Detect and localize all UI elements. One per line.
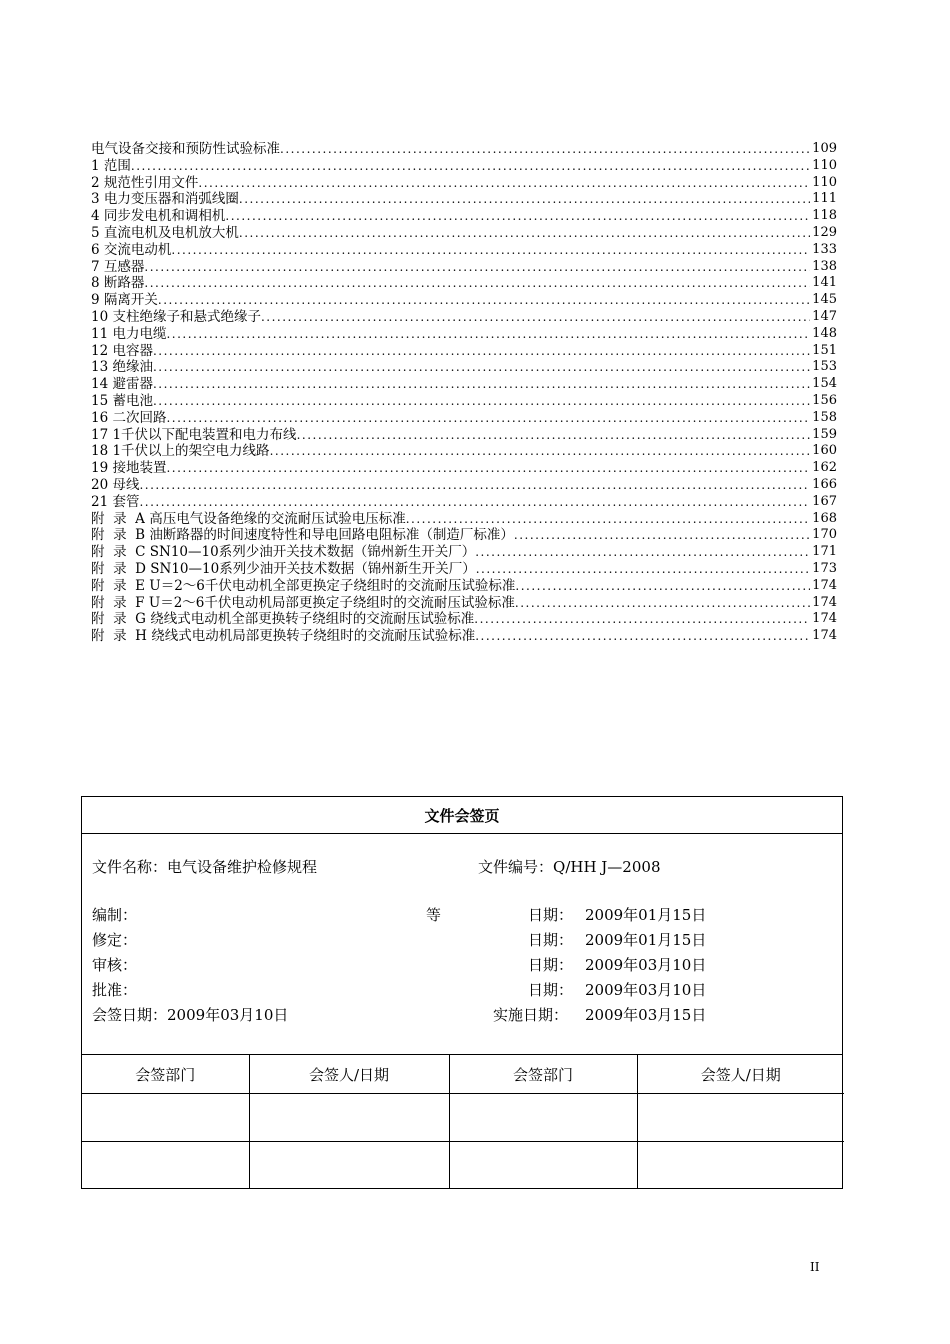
toc-dot-leader: [225, 208, 810, 225]
toc-entry[interactable]: [91, 578, 837, 595]
toc-entry-title: 20 母线: [91, 476, 140, 493]
toc-entry-title: 附 录 E U＝2～6千伏电动机全部更换定子绕组时的交流耐压试验标准: [91, 577, 516, 594]
revise-label: 修定：: [92, 931, 138, 949]
compile-date-label: 日期：: [528, 906, 574, 924]
sign-dept-header: 会签部门: [449, 1055, 637, 1094]
toc-dot-leader: [166, 326, 810, 343]
approve-label: 批准：: [92, 981, 138, 999]
doc-no-value: Q/HH J—2008: [553, 858, 661, 876]
sign-cell[interactable]: [82, 1142, 249, 1190]
toc-entry-title: 4 同步发电机和调相机: [91, 208, 226, 225]
toc-entry[interactable]: [91, 242, 837, 259]
toc-entry[interactable]: [91, 208, 837, 225]
toc-entry[interactable]: [91, 477, 837, 494]
toc-entry[interactable]: [91, 343, 837, 360]
sign-off-form: [81, 796, 843, 1189]
form-title: 文件会签页: [82, 797, 842, 834]
doc-no-label: 文件编号：: [478, 858, 554, 876]
toc-entry-page: 173: [812, 560, 837, 576]
toc-entry-page: 118: [812, 208, 837, 224]
toc-entry-page: 158: [812, 409, 837, 425]
toc-entry[interactable]: [91, 443, 837, 460]
toc-dot-leader: [514, 527, 810, 544]
form-info-area: [82, 834, 842, 1055]
toc-dot-leader: [270, 443, 811, 460]
compile-extra: 等: [426, 906, 442, 924]
sign-table: [82, 1055, 844, 1189]
sign-date-label: 会签日期：: [92, 1006, 168, 1024]
toc-entry[interactable]: [91, 561, 837, 578]
revise-date: 2009年01月15日: [585, 931, 707, 949]
toc-entry-page: 148: [812, 325, 837, 341]
toc-dot-leader: [153, 359, 810, 376]
toc-entry[interactable]: [91, 326, 837, 343]
sign-cell[interactable]: [249, 1142, 449, 1190]
toc-entry[interactable]: [91, 175, 837, 192]
toc-entry-title: 12 电容器: [91, 342, 153, 359]
sign-table-header-row: [82, 1055, 844, 1094]
toc-entry-title: 15 蓄电池: [91, 392, 153, 409]
toc-dot-leader: [171, 242, 810, 259]
toc-entry-page: 171: [812, 544, 837, 560]
toc-entry[interactable]: [91, 141, 837, 158]
toc-entry-title: 附 录 G 绕线式电动机全部更换转子绕组时的交流耐压试验标准: [91, 611, 475, 628]
toc-entry[interactable]: [91, 158, 837, 175]
toc-entry[interactable]: [91, 191, 837, 208]
toc-entry-page: 147: [812, 308, 837, 324]
toc-entry-page: 168: [812, 510, 837, 526]
toc-dot-leader: [239, 191, 810, 208]
signer-date-header: 会签人/日期: [637, 1055, 844, 1094]
toc-entry-title: 18 1千伏以上的架空电力线路: [91, 443, 270, 460]
signer-date-header: 会签人/日期: [249, 1055, 449, 1094]
toc-dot-leader: [297, 427, 811, 444]
sign-date-row: [92, 1004, 288, 1025]
impl-date: 2009年03月15日: [585, 1006, 707, 1024]
toc-entry-page: 138: [812, 258, 837, 274]
review-label: 审核：: [92, 956, 138, 974]
toc-entry-page: 170: [812, 527, 837, 543]
toc-dot-leader: [475, 544, 810, 561]
toc-entry-page: 133: [812, 241, 837, 257]
toc-entry-title: 14 避雷器: [91, 376, 153, 393]
toc-dot-leader: [406, 511, 810, 528]
sign-table-row: [82, 1142, 844, 1190]
sign-cell[interactable]: [637, 1094, 844, 1142]
toc-entry-page: 166: [812, 476, 837, 492]
toc-entry[interactable]: [91, 359, 837, 376]
toc-entry-title: 1 范围: [91, 157, 131, 174]
doc-name-value: 电气设备维护检修规程: [167, 858, 318, 876]
sign-cell[interactable]: [637, 1142, 844, 1190]
sign-cell[interactable]: [449, 1142, 637, 1190]
toc-entry-title: 9 隔离开关: [91, 292, 158, 309]
toc-entry-title: 3 电力变压器和消弧线圈: [91, 191, 239, 208]
toc-dot-leader: [144, 275, 810, 292]
toc-entry-page: 156: [812, 392, 837, 408]
toc-entry-page: 145: [812, 292, 837, 308]
toc-dot-leader: [166, 460, 810, 477]
toc-entry-page: 141: [812, 275, 837, 291]
toc-dot-leader: [153, 376, 810, 393]
sign-date-value: 2009年03月10日: [167, 1006, 289, 1024]
toc-entry-title: 电气设备交接和预防性试验标准: [91, 141, 280, 157]
toc-dot-leader: [280, 141, 810, 158]
page-number: II: [810, 1260, 820, 1274]
sign-table-row: [82, 1094, 844, 1142]
toc-entry[interactable]: [91, 611, 837, 628]
toc-entry-title: 21 套管: [91, 493, 140, 510]
toc-entry-title: 13 绝缘油: [91, 359, 153, 376]
review-date-label: 日期：: [528, 956, 574, 974]
toc-dot-leader: [515, 595, 810, 612]
toc-entry-title: 7 互感器: [91, 258, 145, 275]
sign-dept-header: 会签部门: [82, 1055, 249, 1094]
compile-date: 2009年01月15日: [585, 906, 707, 924]
toc-entry[interactable]: [91, 309, 837, 326]
toc-entry-page: 174: [812, 594, 837, 610]
toc-entry[interactable]: [91, 393, 837, 410]
toc-entry-title: 附 录 F U＝2～6千伏电动机局部更换定子绕组时的交流耐压试验标准: [91, 594, 515, 611]
toc-entry[interactable]: [91, 275, 837, 292]
toc-dot-leader: [198, 175, 810, 192]
toc-entry-page: 111: [812, 191, 837, 207]
sign-cell[interactable]: [449, 1094, 637, 1142]
toc-entry-page: 151: [812, 342, 837, 358]
toc-entry-title: 附 录 H 绕线式电动机局部更换转子绕组时的交流耐压试验标准: [91, 628, 476, 645]
toc-entry[interactable]: [91, 225, 837, 242]
toc-entry[interactable]: [91, 494, 837, 511]
toc-entry-title: 6 交流电动机: [91, 241, 172, 258]
sign-cell[interactable]: [82, 1094, 249, 1142]
toc-dot-leader: [139, 494, 810, 511]
toc-entry-title: 17 1千伏以下配电装置和电力布线: [91, 426, 297, 443]
toc-dot-leader: [475, 628, 810, 645]
toc-dot-leader: [153, 343, 810, 360]
toc-entry-page: 162: [812, 460, 837, 476]
toc-dot-leader: [131, 158, 810, 175]
toc-dot-leader: [153, 393, 810, 410]
toc-entry-page: 129: [812, 224, 837, 240]
toc-dot-leader: [474, 611, 810, 628]
toc-entry-page: 167: [812, 493, 837, 509]
toc-entry-title: 8 断路器: [91, 275, 145, 292]
approve-date-label: 日期：: [528, 981, 574, 999]
toc-entry-title: 11 电力电缆: [91, 325, 167, 342]
doc-no-row: [478, 856, 660, 877]
toc-dot-leader: [144, 259, 810, 276]
toc-entry-page: 109: [812, 141, 837, 156]
toc-entry-page: 160: [812, 443, 837, 459]
review-date: 2009年03月10日: [585, 956, 707, 974]
table-of-contents: [91, 141, 837, 645]
toc-dot-leader: [139, 477, 810, 494]
toc-entry[interactable]: [91, 628, 837, 645]
toc-dot-leader: [166, 410, 810, 427]
toc-entry-title: 附 录 D SN10—10系列少油开关技术数据（锦州新生开关厂）: [91, 560, 476, 577]
toc-entry-page: 154: [812, 376, 837, 392]
toc-entry-title: 5 直流电机及电机放大机: [91, 224, 239, 241]
toc-dot-leader: [158, 292, 810, 309]
impl-date-label: 实施日期：: [493, 1006, 569, 1024]
toc-entry-page: 174: [812, 577, 837, 593]
toc-entry-title: 16 二次回路: [91, 409, 167, 426]
toc-dot-leader: [476, 561, 810, 578]
toc-entry[interactable]: [91, 410, 837, 427]
toc-entry-page: 110: [812, 157, 837, 173]
toc-dot-leader: [239, 225, 810, 242]
sign-cell[interactable]: [249, 1094, 449, 1142]
toc-entry-title: 附 录 C SN10—10系列少油开关技术数据（锦州新生开关厂）: [91, 544, 476, 561]
toc-entry-title: 附 录 A 高压电气设备绝缘的交流耐压试验电压标准: [91, 510, 406, 527]
toc-entry[interactable]: [91, 292, 837, 309]
toc-entry[interactable]: [91, 511, 837, 528]
toc-entry[interactable]: [91, 427, 837, 444]
revise-date-label: 日期：: [528, 931, 574, 949]
toc-entry-page: 159: [812, 426, 837, 442]
toc-entry[interactable]: [91, 376, 837, 393]
toc-entry-title: 附 录 B 油断路器的时间速度特性和导电回路电阻标准（制造厂标准）: [91, 527, 514, 544]
toc-entry-title: 10 支柱绝缘子和悬式绝缘子: [91, 308, 261, 325]
toc-entry[interactable]: [91, 259, 837, 276]
toc-entry-page: 174: [812, 628, 837, 644]
approve-date: 2009年03月10日: [585, 981, 707, 999]
toc-entry[interactable]: [91, 460, 837, 477]
toc-entry-page: 110: [812, 174, 837, 190]
toc-entry[interactable]: [91, 544, 837, 561]
toc-entry-page: 174: [812, 611, 837, 627]
doc-name-label: 文件名称：: [92, 858, 168, 876]
toc-dot-leader: [515, 578, 810, 595]
doc-name-row: [92, 856, 317, 877]
toc-entry[interactable]: [91, 527, 837, 544]
toc-entry[interactable]: [91, 595, 837, 612]
toc-entry-title: 19 接地装置: [91, 460, 167, 477]
toc-entry-page: 153: [812, 359, 837, 375]
toc-entry-title: 2 规范性引用文件: [91, 174, 199, 191]
toc-dot-leader: [261, 309, 810, 326]
compile-label: 编制：: [92, 906, 138, 924]
